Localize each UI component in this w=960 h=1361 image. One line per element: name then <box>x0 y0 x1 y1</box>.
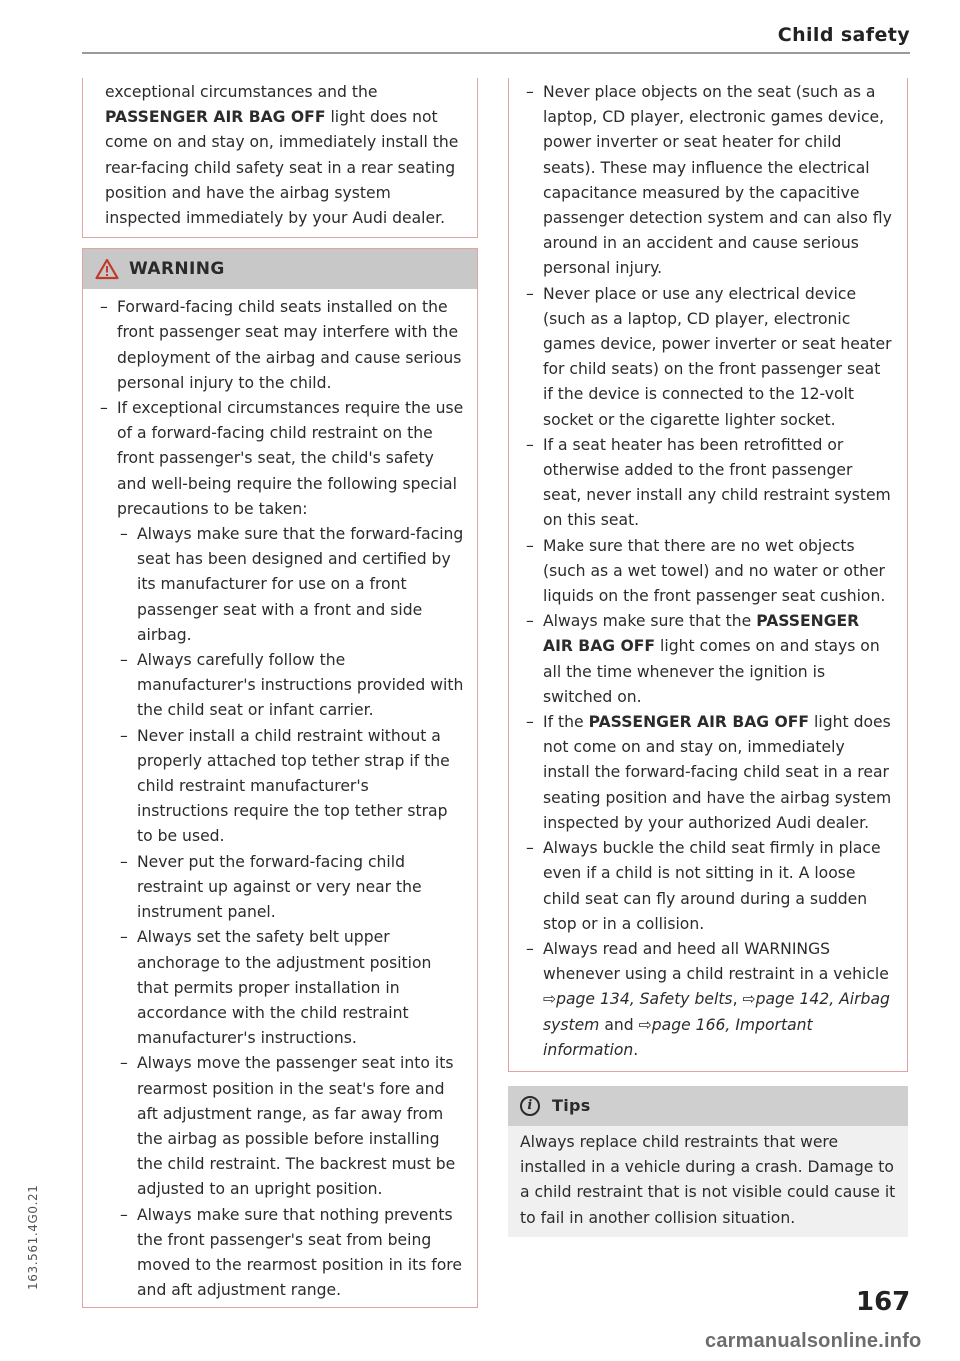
section-title: Child safety <box>777 24 910 46</box>
tips-body <box>508 1126 908 1237</box>
warning-subitem: – Always move the passenger seat into its rearmost position in the seat's fore and aft adjustment range, as far away from the airbag as possible before installing the child restraint. The backrest must be adjusted to an upright position. <box>117 1051 465 1202</box>
page-ref-link[interactable]: page 142, Airbag system <box>543 990 890 1034</box>
continued-warning-list-box <box>508 78 908 1072</box>
document-code: 163.561.4G0.21 <box>26 1184 40 1290</box>
warning-triangle-icon <box>95 258 119 280</box>
warning-box <box>82 248 478 1308</box>
info-circle-icon: i <box>520 1096 540 1116</box>
warning-item: – Always buckle the child seat firmly in place even if a child is not sitting in it. A loose child seat can fly around during a sudden stop or in a collision. <box>523 836 893 937</box>
warning-item: – If the PASSENGER AIR BAG OFF light does not come on and stay on, immediately install the forward-facing child seat in a rear seating position and have the airbag system inspected by your authorized Audi dealer. <box>523 710 893 836</box>
passenger-airbag-off-label: PASSENGER AIR BAG OFF <box>543 612 860 656</box>
warning-item: – Never place objects on the seat (such as a laptop, CD player, electronic games device, power inverter or seat heater for child seats). These may influence the electrical capacitance measured by the capacitive passenger detection system and can also fly around in an accident and cause serious personal injury. <box>523 80 893 282</box>
header-divider <box>82 52 910 54</box>
tips-text: Always replace child restraints that were installed in a vehicle during a crash. Damage to a child restraint that is not visible could cause it to fail in another collision situation. <box>520 1132 896 1227</box>
warning-item: – Always make sure that the PASSENGER AIR BAG OFF light comes on and stays on all the time whenever the ignition is switched on. <box>523 609 893 710</box>
continued-warning-box <box>82 78 478 238</box>
warning-subitem: – Never put the forward-facing child restraint up against or very near the instrument panel. <box>117 850 465 926</box>
page-ref-link[interactable]: page 166, Important information <box>543 1015 813 1059</box>
warning-item: – Always read and heed all WARNINGS whenever using a child restraint in a vehicle ⇨page 134, Safety belts, ⇨page 142, Airbag system and ⇨page 166, Important information. <box>523 937 893 1063</box>
warning-title: WARNING <box>129 258 225 279</box>
continued-warning-list <box>509 78 907 1071</box>
page-number: 167 <box>856 1287 911 1317</box>
page-ref-arrow-icon: ⇨ <box>742 990 756 1009</box>
warning-item: – If a seat heater has been retrofitted or otherwise added to the front passenger seat, never install any child restraint system on this seat. <box>523 433 893 534</box>
warning-list <box>97 295 465 1303</box>
warning-item: – Forward-facing child seats installed on the front passenger seat may interfere with the deployment of the airbag and cause serious personal injury to the child. <box>97 295 465 396</box>
warning-item: – Make sure that there are no wet objects (such as a wet towel) and no water or other liquids on the front passenger seat cushion. <box>523 534 893 610</box>
warning-item: – If exceptional circumstances require the use of a forward-facing child restraint on the front passenger's seat, the child's safety and well-being require the following special precautions to be taken: – Always make sure that the forward-facing seat has been designed and certified by its manufacturer for use on a front passenger seat with a front and side airbag. – Always carefully follow the manufacturer's instructions provided with the child seat or infant carrier. – Never install a child restraint without a properly attached top tether strap if the child restraint manufacturer's instructions require the top tether strap to be used. – Never put the forward-facing child restraint up against or very near the instrument panel. – Always set the safety belt upper anchorage to the adjustment position that permits proper installation in accordance with the child restraint manufacturer's instructions. – Always move the passenger seat into its rearmost position in the seat's fore and aft adjustment range, as far away from the airbag as possible before installing the child restraint. The backrest must be adjusted to an upright position. – Always make sure that nothing prevents the front passenger's seat from being moved to the rearmost position in its fore and aft adjustment range. <box>97 396 465 1303</box>
warning-subitem: – Always make sure that the forward-facing seat has been designed and certified by its manufacturer for use on a front passenger seat with a front and side airbag. <box>117 522 465 648</box>
tips-title: Tips <box>552 1096 591 1116</box>
page-ref-arrow-icon: ⇨ <box>543 990 557 1009</box>
warning-subitem: – Never install a child restraint without a properly attached top tether strap if the child restraint manufacturer's instructions require the top tether strap to be used. <box>117 724 465 850</box>
warning-item: – Never place or use any electrical device (such as a laptop, CD player, electronic games device, power inverter or seat heater for child seats) on the front passenger seat if the device is connected to the 12-volt socket or the cigarette lighter socket. <box>523 282 893 433</box>
warning-subitem: – Always carefully follow the manufacturer's instructions provided with the child seat or infant carrier. <box>117 648 465 724</box>
right-column <box>508 78 908 1237</box>
tips-header <box>508 1086 908 1126</box>
warning-subitem: – Always make sure that nothing prevents the front passenger's seat from being moved to the rearmost position in its fore and aft adjustment range. <box>117 1203 465 1304</box>
passenger-airbag-off-label: PASSENGER AIR BAG OFF <box>105 108 326 127</box>
watermark: carmanualsonline.info <box>705 1330 922 1352</box>
tips-box <box>508 1086 908 1237</box>
left-column <box>82 78 478 1308</box>
warning-header <box>83 249 477 289</box>
warning-sublist <box>117 522 465 1303</box>
warning-body <box>83 289 477 1307</box>
page-ref-link[interactable]: page 134, Safety belts <box>556 990 733 1009</box>
passenger-airbag-off-label: PASSENGER AIR BAG OFF <box>588 713 810 732</box>
warning-subitem: – Always set the safety belt upper anchorage to the adjustment position that permits proper installation in accordance with the child restraint manufacturer's instructions. <box>117 925 465 1051</box>
page-ref-arrow-icon: ⇨ <box>638 1015 652 1034</box>
continued-warning-text: exceptional circumstances and the PASSENGER AIR BAG OFF light does not come on and stay on, immediately install the rear-facing child safety seat in a rear seating position and have the airbag system inspected immediately by your Audi dealer. <box>105 83 459 228</box>
